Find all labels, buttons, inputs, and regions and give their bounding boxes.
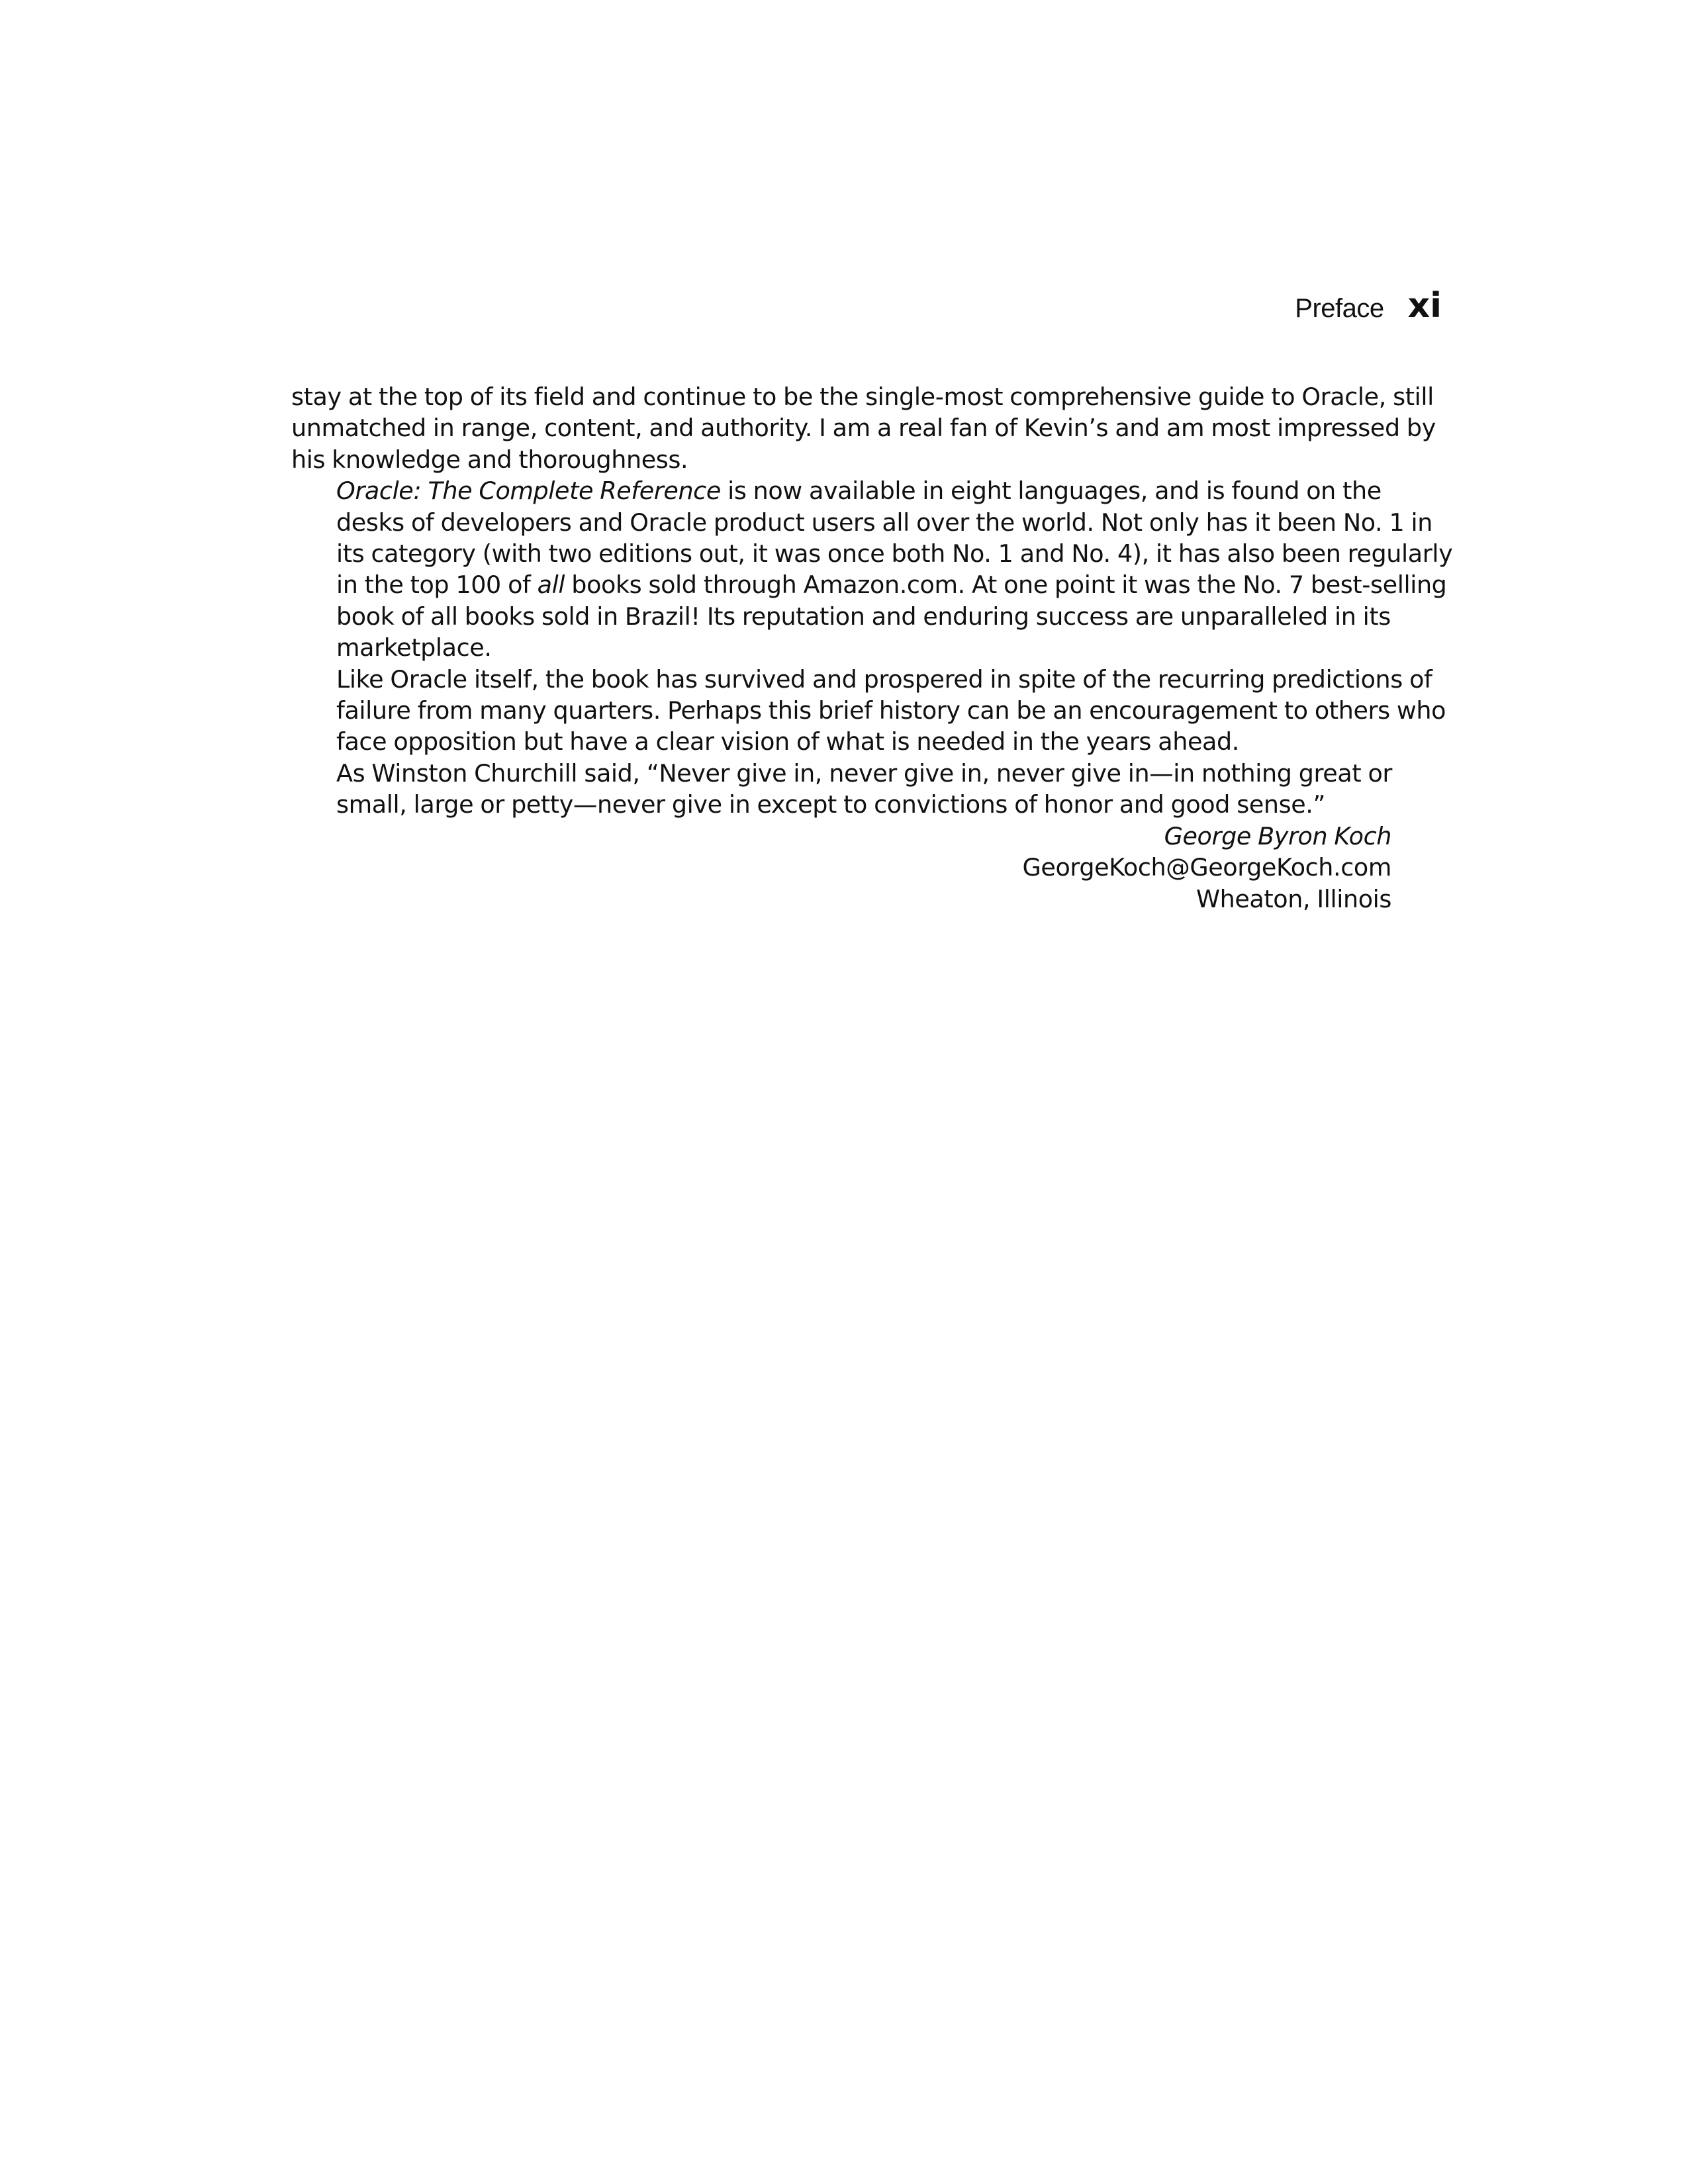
paragraph xyxy=(291,758,1391,821)
text-line xyxy=(291,412,1436,443)
text-run: Like Oracle itself, the book has survived and prospered in spite of the recurring predictions of xyxy=(336,664,1432,694)
text-line xyxy=(291,726,1391,757)
text-run: face opposition but have a clear vision of what is needed in the years ahead. xyxy=(336,727,1239,756)
text-run: small, large or petty—never give in except to convictions of honor and good sense.” xyxy=(336,790,1326,819)
text-run: books sold through Amazon.com. At one point it was the No. 7 best-selling xyxy=(565,570,1447,600)
author-name: George Byron Koch xyxy=(1164,821,1391,850)
page-number: xi xyxy=(1407,286,1442,326)
text-line xyxy=(291,632,1391,663)
text-run: stay at the top of its field and continue to be the single-most comprehensive guide to Oracle, still xyxy=(291,383,1434,411)
text-line xyxy=(291,444,1391,475)
text-run: marketplace. xyxy=(336,633,492,662)
text-run: in the top 100 of xyxy=(336,570,538,600)
text-line xyxy=(291,507,1432,538)
text-run: is now available in eight languages, and is found on the xyxy=(720,477,1382,506)
signature-block xyxy=(291,821,1391,915)
paragraph xyxy=(291,664,1446,758)
text-line xyxy=(291,381,1434,412)
text-run: his knowledge and thoroughness. xyxy=(291,445,688,474)
text-run: As Winston Churchill said, “Never give in, never give in, never give in—in nothing great or xyxy=(336,758,1392,788)
text-line xyxy=(291,695,1446,726)
author-location: Wheaton, Illinois xyxy=(1196,884,1391,913)
paragraph xyxy=(291,475,1453,663)
text-line xyxy=(291,538,1453,569)
paragraph xyxy=(291,381,1436,475)
text-line xyxy=(291,475,1391,506)
body-text xyxy=(291,381,1453,915)
text-run: its category (with two editions out, it was once both No. 1 and No. 4), it has also been regularly xyxy=(336,539,1453,569)
text-line xyxy=(291,569,1447,600)
author-email: GeorgeKoch@GeorgeKoch.com xyxy=(1022,853,1391,882)
text-run: desks of developers and Oracle product users all over the world. Not only has it been No. 1 in xyxy=(336,508,1432,537)
text-line xyxy=(291,601,1391,632)
text-run: book of all books sold in Brazil! Its reputation and enduring success are unparalleled in its xyxy=(336,602,1391,631)
text-line xyxy=(291,664,1432,695)
running-head xyxy=(1295,286,1442,326)
italic-run: Oracle: The Complete Reference xyxy=(336,477,721,506)
running-head-section: Preface xyxy=(1295,294,1384,323)
italic-run: all xyxy=(537,570,565,600)
text-line xyxy=(291,789,1391,820)
text-line xyxy=(291,758,1391,789)
text-run: failure from many quarters. Perhaps this brief history can be an encouragement to others who xyxy=(336,696,1446,725)
text-run: unmatched in range, content, and authority. I am a real fan of Kevin’s and am most impressed by xyxy=(291,414,1436,443)
